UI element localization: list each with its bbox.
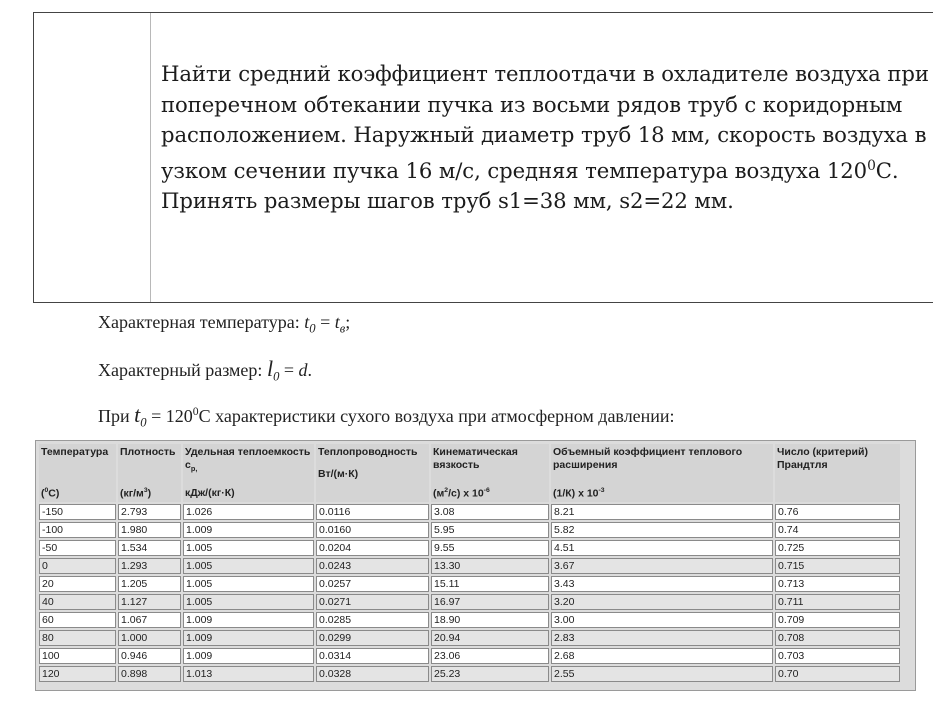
char-temp-label: Характерная температура: (98, 312, 305, 332)
cell-density: 1.205 (118, 576, 181, 592)
table-row (39, 504, 900, 520)
at-deg: 0 (192, 405, 199, 418)
char-temp-lhs-sub: 0 (309, 321, 316, 336)
cell-prandtl-number: 0.76 (775, 504, 900, 520)
char-temp-eq: = (315, 312, 335, 332)
problem-box (33, 12, 933, 303)
char-size-lhs: l (266, 356, 274, 381)
cell-kinematic-viscosity: 9.55 (431, 540, 549, 556)
cell-prandtl-number: 0.708 (775, 630, 900, 646)
cell-expansion-coefficient: 3.43 (551, 576, 773, 592)
problem-text-end: С. Принять размеры шагов труб s1=38 мм, s2=22 мм. (161, 157, 899, 214)
char-temp-end: ; (345, 312, 351, 332)
cell-prandtl-number: 0.74 (775, 522, 900, 538)
at-t: t (134, 402, 141, 427)
at-prefix: При (98, 406, 135, 426)
table-row (39, 594, 900, 610)
char-size-eq: = (279, 360, 299, 380)
cell-expansion-coefficient: 8.21 (551, 504, 773, 520)
char-temp-rhs: t (334, 312, 340, 332)
cell-density: 1.293 (118, 558, 181, 574)
cell-kinematic-viscosity: 15.11 (431, 576, 549, 592)
cell-density: 1.000 (118, 630, 181, 646)
char-size-end: . (307, 360, 313, 380)
cell-density: 2.793 (118, 504, 181, 520)
cell-temperature: 20 (39, 576, 116, 592)
cell-prandtl-number: 0.70 (775, 666, 900, 682)
cell-kinematic-viscosity: 5.95 (431, 522, 549, 538)
cell-kinematic-viscosity: 25.23 (431, 666, 549, 682)
cell-thermal-conductivity: 0.0314 (316, 648, 429, 664)
characteristic-size-line (98, 356, 312, 385)
problem-text: Найти средний коэффициент теплоотдачи в охладителе воздуха при поперечном обтекании пучка из восьми рядов труб с коридорным расположением. Наружный диаметр труб 18 мм, скорость воздуха в узком сечении пучка 16 м/с, средняя температура воздуха 120 (161, 61, 929, 183)
cell-expansion-coefficient: 2.68 (551, 648, 773, 664)
cell-kinematic-viscosity: 18.90 (431, 612, 549, 628)
cell-density: 1.980 (118, 522, 181, 538)
table-row (39, 612, 900, 628)
column-divider (150, 13, 151, 302)
cell-temperature: 120 (39, 666, 116, 682)
cell-temperature: 100 (39, 648, 116, 664)
cell-expansion-coefficient: 2.83 (551, 630, 773, 646)
cell-expansion-coefficient: 3.00 (551, 612, 773, 628)
cell-thermal-conductivity: 0.0160 (316, 522, 429, 538)
cell-thermal-conductivity: 0.0271 (316, 594, 429, 610)
cell-kinematic-viscosity: 3.08 (431, 504, 549, 520)
char-temp-rhs-sub: в (339, 321, 346, 336)
cell-kinematic-viscosity: 20.94 (431, 630, 549, 646)
cell-density: 1.067 (118, 612, 181, 628)
cell-thermal-conductivity: 0.0328 (316, 666, 429, 682)
cell-temperature: 0 (39, 558, 116, 574)
cell-specific-heat: 1.009 (183, 522, 314, 538)
cell-density: 0.898 (118, 666, 181, 682)
cell-specific-heat: 1.005 (183, 594, 314, 610)
cell-thermal-conductivity: 0.0285 (316, 612, 429, 628)
cell-specific-heat: 1.009 (183, 630, 314, 646)
header-thermal-conductivity: Теплопроводность Вт/(м·К) (316, 444, 429, 502)
cell-density: 0.946 (118, 648, 181, 664)
cell-thermal-conductivity: 0.0243 (316, 558, 429, 574)
cell-prandtl-number: 0.725 (775, 540, 900, 556)
table-row (39, 630, 900, 646)
cell-kinematic-viscosity: 13.30 (431, 558, 549, 574)
cell-specific-heat: 1.005 (183, 558, 314, 574)
table-row (39, 522, 900, 538)
cell-specific-heat: 1.005 (183, 576, 314, 592)
header-prandtl-number: Число (критерий) Прандтля (775, 444, 900, 502)
cell-prandtl-number: 0.711 (775, 594, 900, 610)
cell-thermal-conductivity: 0.0257 (316, 576, 429, 592)
cell-expansion-coefficient: 3.67 (551, 558, 773, 574)
problem-statement (161, 59, 931, 217)
characteristic-temperature-line (98, 312, 350, 337)
cell-specific-heat: 1.013 (183, 666, 314, 682)
cell-temperature: -150 (39, 504, 116, 520)
table-row (39, 648, 900, 664)
cell-specific-heat: 1.009 (183, 648, 314, 664)
char-size-lhs-sub: 0 (273, 369, 280, 384)
cell-expansion-coefficient: 2.55 (551, 666, 773, 682)
table-row (39, 576, 900, 592)
header-specific-heat: Удельная теплоемкость $с_{p,}$ кДж/(кг·К) (183, 444, 314, 502)
cell-expansion-coefficient: 3.20 (551, 594, 773, 610)
cell-thermal-conductivity: 0.0204 (316, 540, 429, 556)
cell-specific-heat: 1.026 (183, 504, 314, 520)
cell-specific-heat: 1.009 (183, 612, 314, 628)
cell-kinematic-viscosity: 16.97 (431, 594, 549, 610)
cell-kinematic-viscosity: 23.06 (431, 648, 549, 664)
at-t-sub: 0 (140, 415, 147, 430)
cell-expansion-coefficient: 5.82 (551, 522, 773, 538)
at-rest: С характеристики сухого воздуха при атмосферном давлении: (198, 406, 675, 426)
cell-temperature: 60 (39, 612, 116, 628)
header-density: Плотность $(кг/м^3)$ (118, 444, 181, 502)
cell-density: 1.127 (118, 594, 181, 610)
table-row (39, 540, 900, 556)
cell-temperature: -100 (39, 522, 116, 538)
air-properties-intro-line (98, 402, 675, 431)
cell-specific-heat: 1.005 (183, 540, 314, 556)
at-eq: = 120 (146, 406, 193, 426)
table-row (39, 558, 900, 574)
table-row (39, 666, 900, 682)
air-properties-table-frame (35, 440, 916, 691)
cell-prandtl-number: 0.713 (775, 576, 900, 592)
cell-thermal-conductivity: 0.0116 (316, 504, 429, 520)
cell-temperature: 80 (39, 630, 116, 646)
cell-thermal-conductivity: 0.0299 (316, 630, 429, 646)
header-kinematic-viscosity: Кинематическая вязкость $(м^2/с)$ x $10^{-6}$ (431, 444, 549, 502)
cell-density: 1.534 (118, 540, 181, 556)
cell-expansion-coefficient: 4.51 (551, 540, 773, 556)
cell-prandtl-number: 0.715 (775, 558, 900, 574)
char-temp-lhs: t (304, 312, 310, 332)
header-temperature: Температура ($^0$С) (39, 444, 116, 502)
cell-prandtl-number: 0.709 (775, 612, 900, 628)
char-size-rhs: d (298, 360, 308, 380)
header-expansion-coefficient: Объемный коэффициент теплового расширения (1/К) x $10^{-3}$ (551, 444, 773, 502)
cell-temperature: -50 (39, 540, 116, 556)
table-body (39, 504, 900, 682)
cell-temperature: 40 (39, 594, 116, 610)
table-header-row (39, 444, 900, 502)
char-size-label: Характерный размер: (98, 360, 267, 380)
air-properties-table (37, 442, 902, 684)
cell-prandtl-number: 0.703 (775, 648, 900, 664)
degree-superscript: 0 (867, 157, 876, 174)
